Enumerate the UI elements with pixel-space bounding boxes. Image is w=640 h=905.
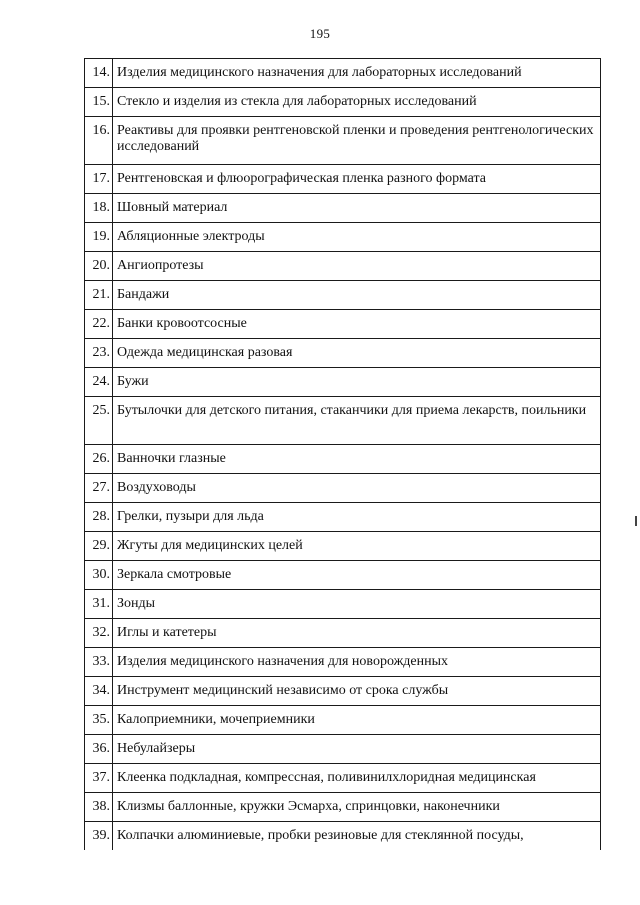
item-name: Небулайзеры [113, 735, 601, 764]
table-row [85, 619, 601, 648]
item-number: 18. [85, 194, 113, 223]
item-name: Ангиопротезы [113, 252, 601, 281]
items-table [84, 58, 601, 850]
item-number: 38. [85, 793, 113, 822]
table-row [85, 648, 601, 677]
page-number: 195 [309, 26, 331, 41]
item-name: Одежда медицинская разовая [113, 339, 601, 368]
table-row [85, 252, 601, 281]
item-number: 32. [85, 619, 113, 648]
table-row [85, 310, 601, 339]
table-row [85, 474, 601, 503]
item-name: Банки кровоотсосные [113, 310, 601, 339]
item-number: 27. [85, 474, 113, 503]
item-name: Бужи [113, 368, 601, 397]
table-row [85, 194, 601, 223]
item-name: Реактивы для проявки рентгеновской пленки и проведения рентгенологических исследований [113, 117, 601, 165]
item-number: 21. [85, 281, 113, 310]
item-number: 36. [85, 735, 113, 764]
table-row [85, 532, 601, 561]
item-number: 15. [85, 88, 113, 117]
table-row [85, 281, 601, 310]
table-row [85, 368, 601, 397]
item-name: Бандажи [113, 281, 601, 310]
item-name: Инструмент медицинский независимо от срока службы [113, 677, 601, 706]
item-number: 23. [85, 339, 113, 368]
item-name: Ванночки глазные [113, 445, 601, 474]
item-name: Зеркала смотровые [113, 561, 601, 590]
table-row [85, 735, 601, 764]
item-name: Калоприемники, мочеприемники [113, 706, 601, 735]
table-row [85, 59, 601, 88]
table-row [85, 503, 601, 532]
table-row [85, 793, 601, 822]
table-row [85, 88, 601, 117]
item-number: 29. [85, 532, 113, 561]
item-name: Воздуховоды [113, 474, 601, 503]
item-name: Стекло и изделия из стекла для лабораторных исследований [113, 88, 601, 117]
margin-mark [635, 516, 637, 526]
table-row [85, 764, 601, 793]
item-name: Колпачки алюминиевые, пробки резиновые для стеклянной посуды, [113, 822, 601, 850]
item-number: 34. [85, 677, 113, 706]
item-name: Абляционные электроды [113, 223, 601, 252]
item-number: 20. [85, 252, 113, 281]
item-name: Изделия медицинского назначения для новорожденных [113, 648, 601, 677]
item-number: 26. [85, 445, 113, 474]
item-name: Клизмы баллонные, кружки Эсмарха, спринцовки, наконечники [113, 793, 601, 822]
table-row [85, 822, 601, 850]
table-row [85, 677, 601, 706]
item-name: Зонды [113, 590, 601, 619]
item-number: 24. [85, 368, 113, 397]
item-name: Рентгеновская и флюорографическая пленка разного формата [113, 165, 601, 194]
item-number: 17. [85, 165, 113, 194]
item-number: 16. [85, 117, 113, 165]
item-number: 14. [85, 59, 113, 88]
item-name: Бутылочки для детского питания, стаканчики для приема лекарств, поильники [113, 397, 601, 445]
item-number: 37. [85, 764, 113, 793]
table-row [85, 223, 601, 252]
table-row [85, 339, 601, 368]
item-name: Грелки, пузыри для льда [113, 503, 601, 532]
item-name: Клеенка подкладная, компрессная, поливинилхлоридная медицинская [113, 764, 601, 793]
item-number: 19. [85, 223, 113, 252]
table-row [85, 445, 601, 474]
item-name: Изделия медицинского назначения для лабораторных исследований [113, 59, 601, 88]
item-number: 35. [85, 706, 113, 735]
table-row [85, 117, 601, 165]
item-name: Иглы и катетеры [113, 619, 601, 648]
item-name: Жгуты для медицинских целей [113, 532, 601, 561]
item-name: Шовный материал [113, 194, 601, 223]
item-number: 39. [85, 822, 113, 850]
table-row [85, 165, 601, 194]
item-number: 25. [85, 397, 113, 445]
item-number: 22. [85, 310, 113, 339]
item-number: 28. [85, 503, 113, 532]
item-number: 31. [85, 590, 113, 619]
item-number: 33. [85, 648, 113, 677]
table-row [85, 397, 601, 445]
table-row [85, 590, 601, 619]
table-row [85, 561, 601, 590]
table-row [85, 706, 601, 735]
item-number: 30. [85, 561, 113, 590]
